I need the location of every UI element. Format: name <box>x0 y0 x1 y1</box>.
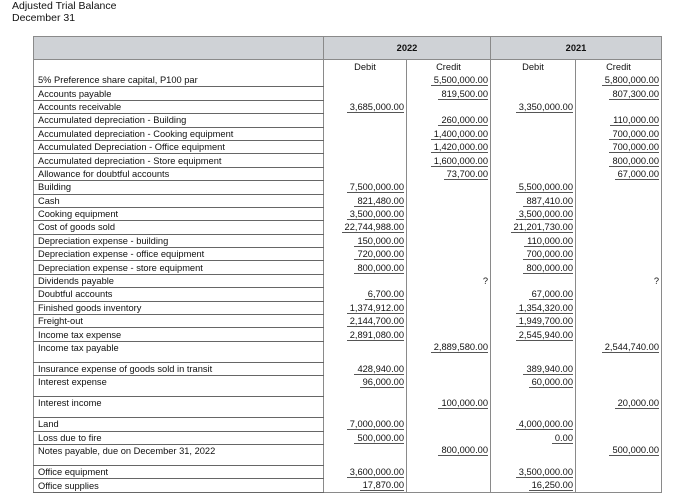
account-name: Office supplies <box>34 479 324 492</box>
debit-2022-cell <box>324 465 407 478</box>
account-name: Accumulated depreciation - Building <box>34 114 324 127</box>
debit-2022-value: 2,144,700.00 <box>347 316 404 327</box>
credit-2021-value: 500,000.00 <box>609 445 659 456</box>
debit-2022-cell <box>324 140 407 153</box>
debit-2022-value: 17,870.00 <box>360 480 404 491</box>
credit-2021-cell <box>576 87 662 100</box>
debit-2021-cell <box>491 315 576 328</box>
credit-2022-cell <box>407 127 491 140</box>
debit-2022-cell <box>324 274 407 287</box>
credit-2021-value: 110,000.00 <box>610 115 659 126</box>
credit-2022-value: 800,000.00 <box>438 445 488 456</box>
table-row <box>34 114 662 127</box>
table-row <box>34 127 662 140</box>
account-name: Dividends payable <box>34 274 324 287</box>
credit-2022-cell <box>407 465 491 478</box>
credit-2022-value: 100,000.00 <box>438 398 488 409</box>
debit-2022-value: 3,685,000.00 <box>347 102 404 113</box>
debit-2022-value: 7,000,000.00 <box>347 419 404 430</box>
account-name: Income tax expense <box>34 328 324 341</box>
debit-2021-cell <box>491 87 576 100</box>
credit-2022-value: 260,000.00 <box>438 115 488 126</box>
debit-2022-value: 22,744,988.00 <box>342 222 404 233</box>
debit-2021-cell <box>491 234 576 247</box>
credit-2021-cell <box>576 397 662 418</box>
debit-2021-cell <box>491 444 576 465</box>
credit-2021-cell <box>576 167 662 180</box>
debit-2021-cell <box>491 418 576 431</box>
debit-2022-value: 6,700.00 <box>365 289 404 300</box>
table-row <box>34 181 662 194</box>
account-name: Accumulated depreciation - Cooking equipment <box>34 127 324 140</box>
debit-2022-cell <box>324 127 407 140</box>
debit-2021-value: 389,940.00 <box>523 364 573 375</box>
debit-2022-value: 150,000.00 <box>354 236 404 247</box>
account-name: Interest income <box>34 397 324 418</box>
account-name: Income tax payable <box>34 341 324 362</box>
credit-2022-cell <box>407 376 491 397</box>
debit-2022-cell <box>324 87 407 100</box>
debit-2022-cell <box>324 444 407 465</box>
debit-2021-value: 67,000.00 <box>529 289 573 300</box>
debit-2021-value: 110,000.00 <box>524 236 573 247</box>
credit-2021-cell <box>576 465 662 478</box>
table-row <box>34 248 662 261</box>
credit-2022-cell <box>407 140 491 153</box>
debit-2021-cell <box>491 479 576 492</box>
debit-2021-cell <box>491 261 576 274</box>
credit-2021-value: 800,000.00 <box>609 156 659 167</box>
credit-2021-cell <box>576 301 662 314</box>
account-name: Depreciation expense - store equipment <box>34 261 324 274</box>
year-2022-header: 2022 <box>324 37 491 60</box>
table-row <box>34 397 662 418</box>
account-name: Accounts payable <box>34 87 324 100</box>
credit-2021-cell <box>576 328 662 341</box>
credit-2022-value: 1,600,000.00 <box>431 156 488 167</box>
debit-2021-cell <box>491 154 576 167</box>
debit-2021-value: 3,500,000.00 <box>516 467 573 478</box>
credit-2021-cell <box>576 194 662 207</box>
debit-2022-value: 1,374,912.00 <box>347 303 404 314</box>
debit-2022-cell <box>324 74 407 87</box>
account-name: Accumulated Depreciation - Office equipment <box>34 140 324 153</box>
credit-2022-value: 1,420,000.00 <box>431 142 488 153</box>
account-name: Finished goods inventory <box>34 301 324 314</box>
credit-2021-cell <box>576 74 662 87</box>
debit-2022-cell <box>324 221 407 234</box>
debit-2022-cell <box>324 181 407 194</box>
debit-2022-cell <box>324 315 407 328</box>
debit-2022-header: Debit <box>324 60 407 75</box>
debit-2022-value: 821,480.00 <box>354 196 404 207</box>
year-2021-header: 2021 <box>491 37 662 60</box>
credit-2022-cell <box>407 207 491 220</box>
table-row <box>34 362 662 375</box>
table-row <box>34 221 662 234</box>
credit-2021-cell <box>576 288 662 301</box>
account-name: Cash <box>34 194 324 207</box>
debit-2021-cell <box>491 194 576 207</box>
credit-2022-cell <box>407 221 491 234</box>
credit-2021-cell <box>576 418 662 431</box>
debit-2022-cell <box>324 261 407 274</box>
account-name: Doubtful accounts <box>34 288 324 301</box>
credit-2021-cell <box>576 221 662 234</box>
table-row <box>34 100 662 113</box>
debit-2022-cell <box>324 248 407 261</box>
debit-2021-value: 1,354,320.00 <box>516 303 573 314</box>
credit-2022-cell <box>407 328 491 341</box>
table-row <box>34 418 662 431</box>
credit-2022-cell <box>407 167 491 180</box>
credit-2022-value: 73,700.00 <box>444 169 488 180</box>
table-row <box>34 444 662 465</box>
debit-2022-cell <box>324 431 407 444</box>
account-name: Cooking equipment <box>34 207 324 220</box>
debit-2021-cell <box>491 167 576 180</box>
column-header-row <box>34 60 662 75</box>
debit-2021-cell <box>491 181 576 194</box>
credit-2022-cell <box>407 444 491 465</box>
credit-2022-cell <box>407 418 491 431</box>
table-row <box>34 74 662 87</box>
debit-2022-cell <box>324 167 407 180</box>
debit-2022-value: 96,000.00 <box>360 377 404 388</box>
table-row <box>34 167 662 180</box>
credit-2021-cell <box>576 479 662 492</box>
debit-2021-cell <box>491 74 576 87</box>
debit-2022-cell <box>324 376 407 397</box>
debit-2021-cell <box>491 207 576 220</box>
table-row <box>34 194 662 207</box>
credit-2022-cell <box>407 248 491 261</box>
debit-2022-cell <box>324 114 407 127</box>
debit-2021-cell <box>491 376 576 397</box>
credit-2022-cell <box>407 100 491 113</box>
credit-2021-value: 807,300.00 <box>609 89 659 100</box>
debit-2022-cell <box>324 234 407 247</box>
debit-2021-value: 4,000,000.00 <box>516 419 573 430</box>
table-row <box>34 431 662 444</box>
debit-2022-cell <box>324 328 407 341</box>
debit-2021-value: 0.00 <box>552 433 573 444</box>
account-name: Accumulated depreciation - Store equipment <box>34 154 324 167</box>
credit-2021-value: 2,544,740.00 <box>602 342 659 353</box>
debit-2021-value: 700,000.00 <box>523 249 573 260</box>
debit-2021-cell <box>491 288 576 301</box>
credit-2022-cell <box>407 341 491 362</box>
debit-2022-value: 2,891,080.00 <box>347 330 404 341</box>
debit-2021-value: 800,000.00 <box>523 263 573 274</box>
debit-2021-cell <box>491 127 576 140</box>
credit-2021-cell <box>576 341 662 362</box>
table-row <box>34 328 662 341</box>
account-name: 5% Preference share capital, P100 par <box>34 74 324 87</box>
debit-2021-cell <box>491 114 576 127</box>
credit-2022-cell <box>407 431 491 444</box>
debit-2021-cell <box>491 397 576 418</box>
debit-2022-value: 800,000.00 <box>354 263 404 274</box>
debit-2021-cell <box>491 328 576 341</box>
table-row <box>34 207 662 220</box>
account-name: Freight-out <box>34 315 324 328</box>
credit-2021-cell <box>576 100 662 113</box>
table-row <box>34 154 662 167</box>
debit-2022-cell <box>324 207 407 220</box>
table-row <box>34 341 662 362</box>
account-name: Depreciation expense - building <box>34 234 324 247</box>
credit-2021-value: 5,800,000.00 <box>602 75 659 86</box>
debit-2021-cell <box>491 431 576 444</box>
credit-2022-cell <box>407 288 491 301</box>
credit-2021-cell <box>576 181 662 194</box>
debit-2022-cell <box>324 154 407 167</box>
credit-2022-value: 5,500,000.00 <box>431 75 488 86</box>
credit-2021-cell <box>576 127 662 140</box>
table-row <box>34 376 662 397</box>
debit-2022-cell <box>324 100 407 113</box>
table-row <box>34 465 662 478</box>
debit-2022-value: 3,600,000.00 <box>347 467 404 478</box>
table-row <box>34 140 662 153</box>
debit-2022-cell <box>324 362 407 375</box>
debit-2022-cell <box>324 301 407 314</box>
table-row <box>34 315 662 328</box>
credit-2022-cell <box>407 114 491 127</box>
credit-2022-value: 2,889,580.00 <box>431 342 488 353</box>
credit-2022-cell <box>407 74 491 87</box>
account-name: Office equipment <box>34 465 324 478</box>
table-row <box>34 87 662 100</box>
credit-2021-cell: ? <box>576 274 662 287</box>
account-name: Accounts receivable <box>34 100 324 113</box>
credit-2022-cell <box>407 194 491 207</box>
credit-2021-value: 700,000.00 <box>609 129 659 140</box>
account-name: Insurance expense of goods sold in transit <box>34 362 324 375</box>
debit-2021-value: 3,350,000.00 <box>516 102 573 113</box>
credit-2021-cell <box>576 362 662 375</box>
credit-2021-cell <box>576 234 662 247</box>
account-name: Depreciation expense - office equipment <box>34 248 324 261</box>
credit-2022-value: 1,400,000.00 <box>431 129 488 140</box>
credit-2022-cell <box>407 261 491 274</box>
credit-2021-header: Credit <box>576 60 662 75</box>
report-title: Adjusted Trial Balance <box>12 0 117 12</box>
debit-2022-value: 720,000.00 <box>354 249 404 260</box>
table-row <box>34 274 662 287</box>
credit-2022-cell <box>407 87 491 100</box>
credit-2021-cell <box>576 376 662 397</box>
debit-2022-cell <box>324 418 407 431</box>
account-name: Interest expense <box>34 376 324 397</box>
debit-2021-cell <box>491 362 576 375</box>
credit-2022-cell <box>407 154 491 167</box>
debit-2021-cell <box>491 100 576 113</box>
credit-2021-cell <box>576 444 662 465</box>
account-name: Notes payable, due on December 31, 2022 <box>34 444 324 465</box>
debit-2021-value: 2,545,940.00 <box>516 330 573 341</box>
report-date: December 31 <box>12 12 76 24</box>
debit-2022-cell <box>324 288 407 301</box>
debit-2022-cell <box>324 479 407 492</box>
debit-2021-value: 3,500,000.00 <box>516 209 573 220</box>
debit-2022-value: 7,500,000.00 <box>347 182 404 193</box>
credit-2021-value: 700,000.00 <box>609 142 659 153</box>
debit-2021-cell <box>491 341 576 362</box>
credit-2021-value: 20,000.00 <box>615 398 659 409</box>
credit-2022-cell <box>407 362 491 375</box>
account-subheader-cell <box>34 60 324 75</box>
debit-2022-cell <box>324 194 407 207</box>
debit-2022-cell <box>324 397 407 418</box>
credit-2021-cell <box>576 114 662 127</box>
debit-2021-value: 21,201,730.00 <box>511 222 573 233</box>
credit-2021-cell <box>576 248 662 261</box>
credit-2021-cell <box>576 154 662 167</box>
credit-2021-cell <box>576 140 662 153</box>
debit-2021-cell <box>491 465 576 478</box>
debit-2021-cell <box>491 248 576 261</box>
credit-2022-cell <box>407 479 491 492</box>
table-row <box>34 288 662 301</box>
credit-2022-cell <box>407 181 491 194</box>
trial-balance-table <box>33 36 662 493</box>
debit-2022-value: 428,940.00 <box>354 364 404 375</box>
table-row <box>34 234 662 247</box>
credit-2022-cell <box>407 234 491 247</box>
credit-2022-value: 819,500.00 <box>438 89 488 100</box>
debit-2021-value: 5,500,000.00 <box>516 182 573 193</box>
account-header-cell <box>34 37 324 60</box>
table-row <box>34 261 662 274</box>
debit-2021-cell <box>491 140 576 153</box>
account-name: Allowance for doubtful accounts <box>34 167 324 180</box>
credit-2021-value: 67,000.00 <box>615 169 659 180</box>
credit-2021-cell <box>576 207 662 220</box>
debit-2021-value: 16,250.00 <box>529 480 573 491</box>
credit-2022-cell <box>407 301 491 314</box>
debit-2021-cell <box>491 301 576 314</box>
table-row <box>34 479 662 492</box>
debit-2021-value: 1,949,700.00 <box>516 316 573 327</box>
account-name: Building <box>34 181 324 194</box>
credit-2021-cell <box>576 431 662 444</box>
credit-2022-cell <box>407 397 491 418</box>
account-name: Cost of goods sold <box>34 221 324 234</box>
credit-2021-cell <box>576 315 662 328</box>
debit-2021-cell <box>491 274 576 287</box>
debit-2022-value: 500,000.00 <box>354 433 404 444</box>
credit-2022-cell: ? <box>407 274 491 287</box>
debit-2022-cell <box>324 341 407 362</box>
account-name: Loss due to fire <box>34 431 324 444</box>
debit-2021-value: 887,410.00 <box>523 196 573 207</box>
account-name: Land <box>34 418 324 431</box>
credit-2022-header: Credit <box>407 60 491 75</box>
credit-2022-cell <box>407 315 491 328</box>
credit-2021-cell <box>576 261 662 274</box>
debit-2021-value: 60,000.00 <box>529 377 573 388</box>
debit-2022-value: 3,500,000.00 <box>347 209 404 220</box>
table-row <box>34 301 662 314</box>
debit-2021-header: Debit <box>491 60 576 75</box>
year-header-row <box>34 37 662 60</box>
debit-2021-cell <box>491 221 576 234</box>
